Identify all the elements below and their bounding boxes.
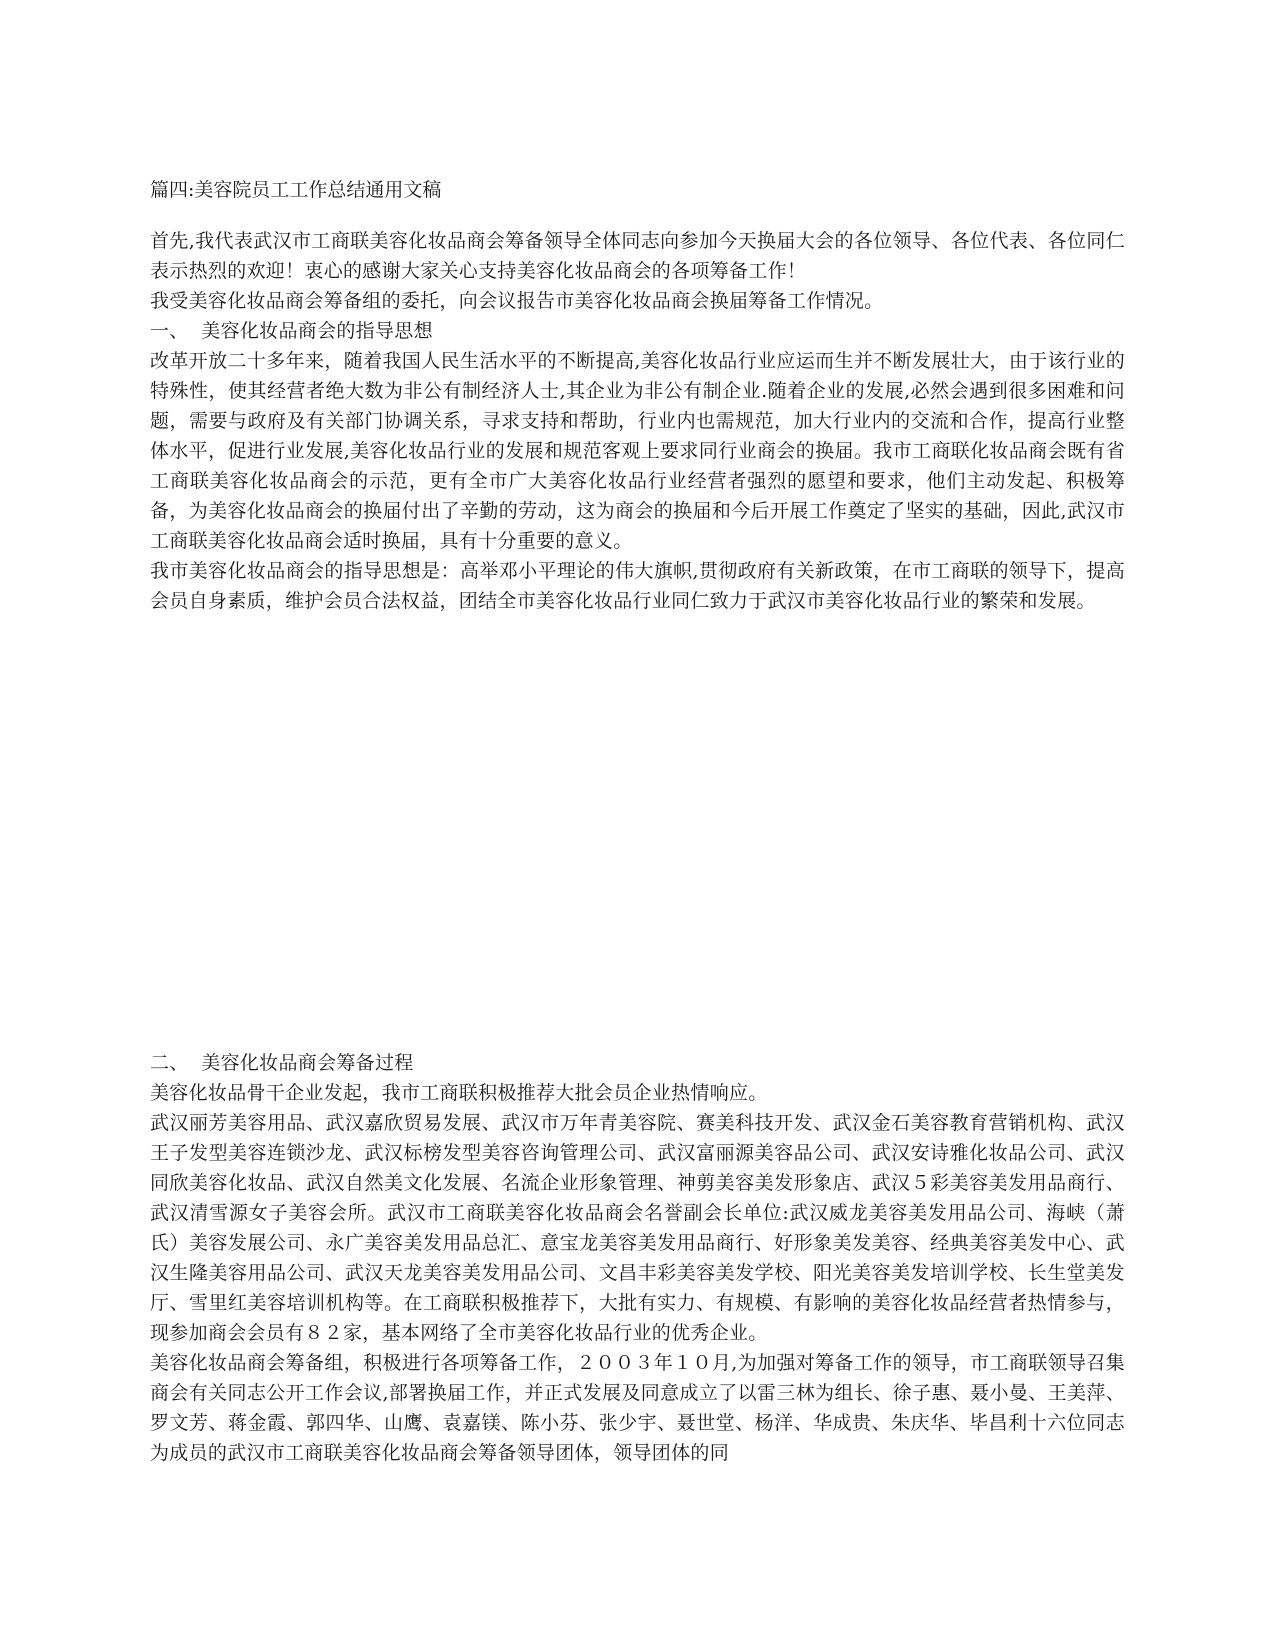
paragraph-initiators: 美容化妆品骨干企业发起，我市工商联积极推荐大批会员企业热情响应。 bbox=[150, 1082, 768, 1104]
section-heading-preparation-process: 二、 美容化妆品商会筹备过程 bbox=[150, 1052, 414, 1074]
paragraph-member-list: 武汉丽芳美容用品、武汉嘉欣贸易发展、武汉市万年青美容院、赛美科技开发、武汉金石美容教育营销机构、武汉王子发型美容连锁沙龙、武汉标榜发型美容咨询管理公司、武汉富丽源美容品公司、武汉安诗雅化妆品公司、武汉同欣美容化妆品、武汉自然美文化发展、名流企业形象管理、神剪美容美发形象店、武汉５彩美容美发用品商行、武汉清雪源女子美容会所。武汉市工商联美容化妆品商会名誉副会长单位:武汉威龙美容美发用品公司、海峡（萧氏）美容发展公司、永广美容美发用品总汇、意宝龙美容美发用品商行、好形象美发美容、经典美容美发中心、武汉生隆美容用品公司、武汉天龙美容美发用品公司、文昌丰彩美容美发学校、阳光美容美发培训学校、长生堂美发厅、雪里红美容培训机构等。在工商联积极推荐下，大批有实力、有规模、有影响的美容化妆品经营者热情参与，现参加商会会员有８２家，基本网络了全市美容化妆品行业的优秀企业。 bbox=[150, 1112, 1125, 1344]
document-title: 篇四:美容院员工工作总结通用文稿 bbox=[150, 179, 442, 201]
paragraph-welcome: 首先,我代表武汉市工商联美容化妆品商会筹备领导全体同志向参加今天换届大会的各位领导、各位代表、各位同仁表示热烈的欢迎！衷心的感谢大家关心支持美容化妆品商会的各项筹备工作！ bbox=[150, 230, 1125, 282]
section-1-block bbox=[150, 226, 1125, 616]
paragraph-report-intro: 我受美容化妆品商会筹备组的委托，向会议报告市美容化妆品商会换届筹备工作情况。 bbox=[150, 290, 884, 312]
paragraph-guiding-ideology: 我市美容化妆品商会的指导思想是：高举邓小平理论的伟大旗帜,贯彻政府有关新政策，在市工商联的领导下，提高会员自身素质，维护会员合法权益，团结全市美容化妆品行业同仁致力于武汉市美容化妆品行业的繁荣和发展。 bbox=[150, 560, 1125, 612]
section-heading-guiding-ideology: 一、 美容化妆品商会的指导思想 bbox=[150, 320, 433, 342]
section-2-block bbox=[150, 1048, 1125, 1468]
paragraph-preparation-group: 美容化妆品商会筹备组，积极进行各项筹备工作，２００３年１０月,为加强对筹备工作的领导，市工商联领导召集商会有关同志公开工作会议,部署换届工作，并正式发展及同意成立了以雷三林为组长、徐子惠、聂小曼、王美萍、罗文芳、蒋金霞、郭四华、山鹰、袁嘉镁、陈小芬、张少宇、聂世堂、杨洋、华成贵、朱庆华、毕昌利十六位同志为成员的武汉市工商联美容化妆品商会筹备领导团体，领导团体的同 bbox=[150, 1352, 1125, 1464]
paragraph-background: 改革开放二十多年来，随着我国人民生活水平的不断提高,美容化妆品行业应运而生并不断发展壮大，由于该行业的特殊性，使其经营者绝大数为非公有制经济人士,其企业为非公有制企业.随着企业的发展,必然会遇到很多困难和问题，需要与政府及有关部门协调关系，寻求支持和帮助，行业内也需规范，加大行业内的交流和合作，提高行业整体水平，促进行业发展,美容化妆品行业的发展和规范客观上要求同行业商会的换届。我市工商联化妆品商会既有省工商联美容化妆品商会的示范，更有全市广大美容化妆品行业经营者强烈的愿望和要求，他们主动发起、积极筹备，为美容化妆品商会的换届付出了辛勤的劳动，这为商会的换届和今后开展工作奠定了坚实的基础，因此,武汉市工商联美容化妆品商会适时换届，具有十分重要的意义。 bbox=[150, 350, 1125, 552]
